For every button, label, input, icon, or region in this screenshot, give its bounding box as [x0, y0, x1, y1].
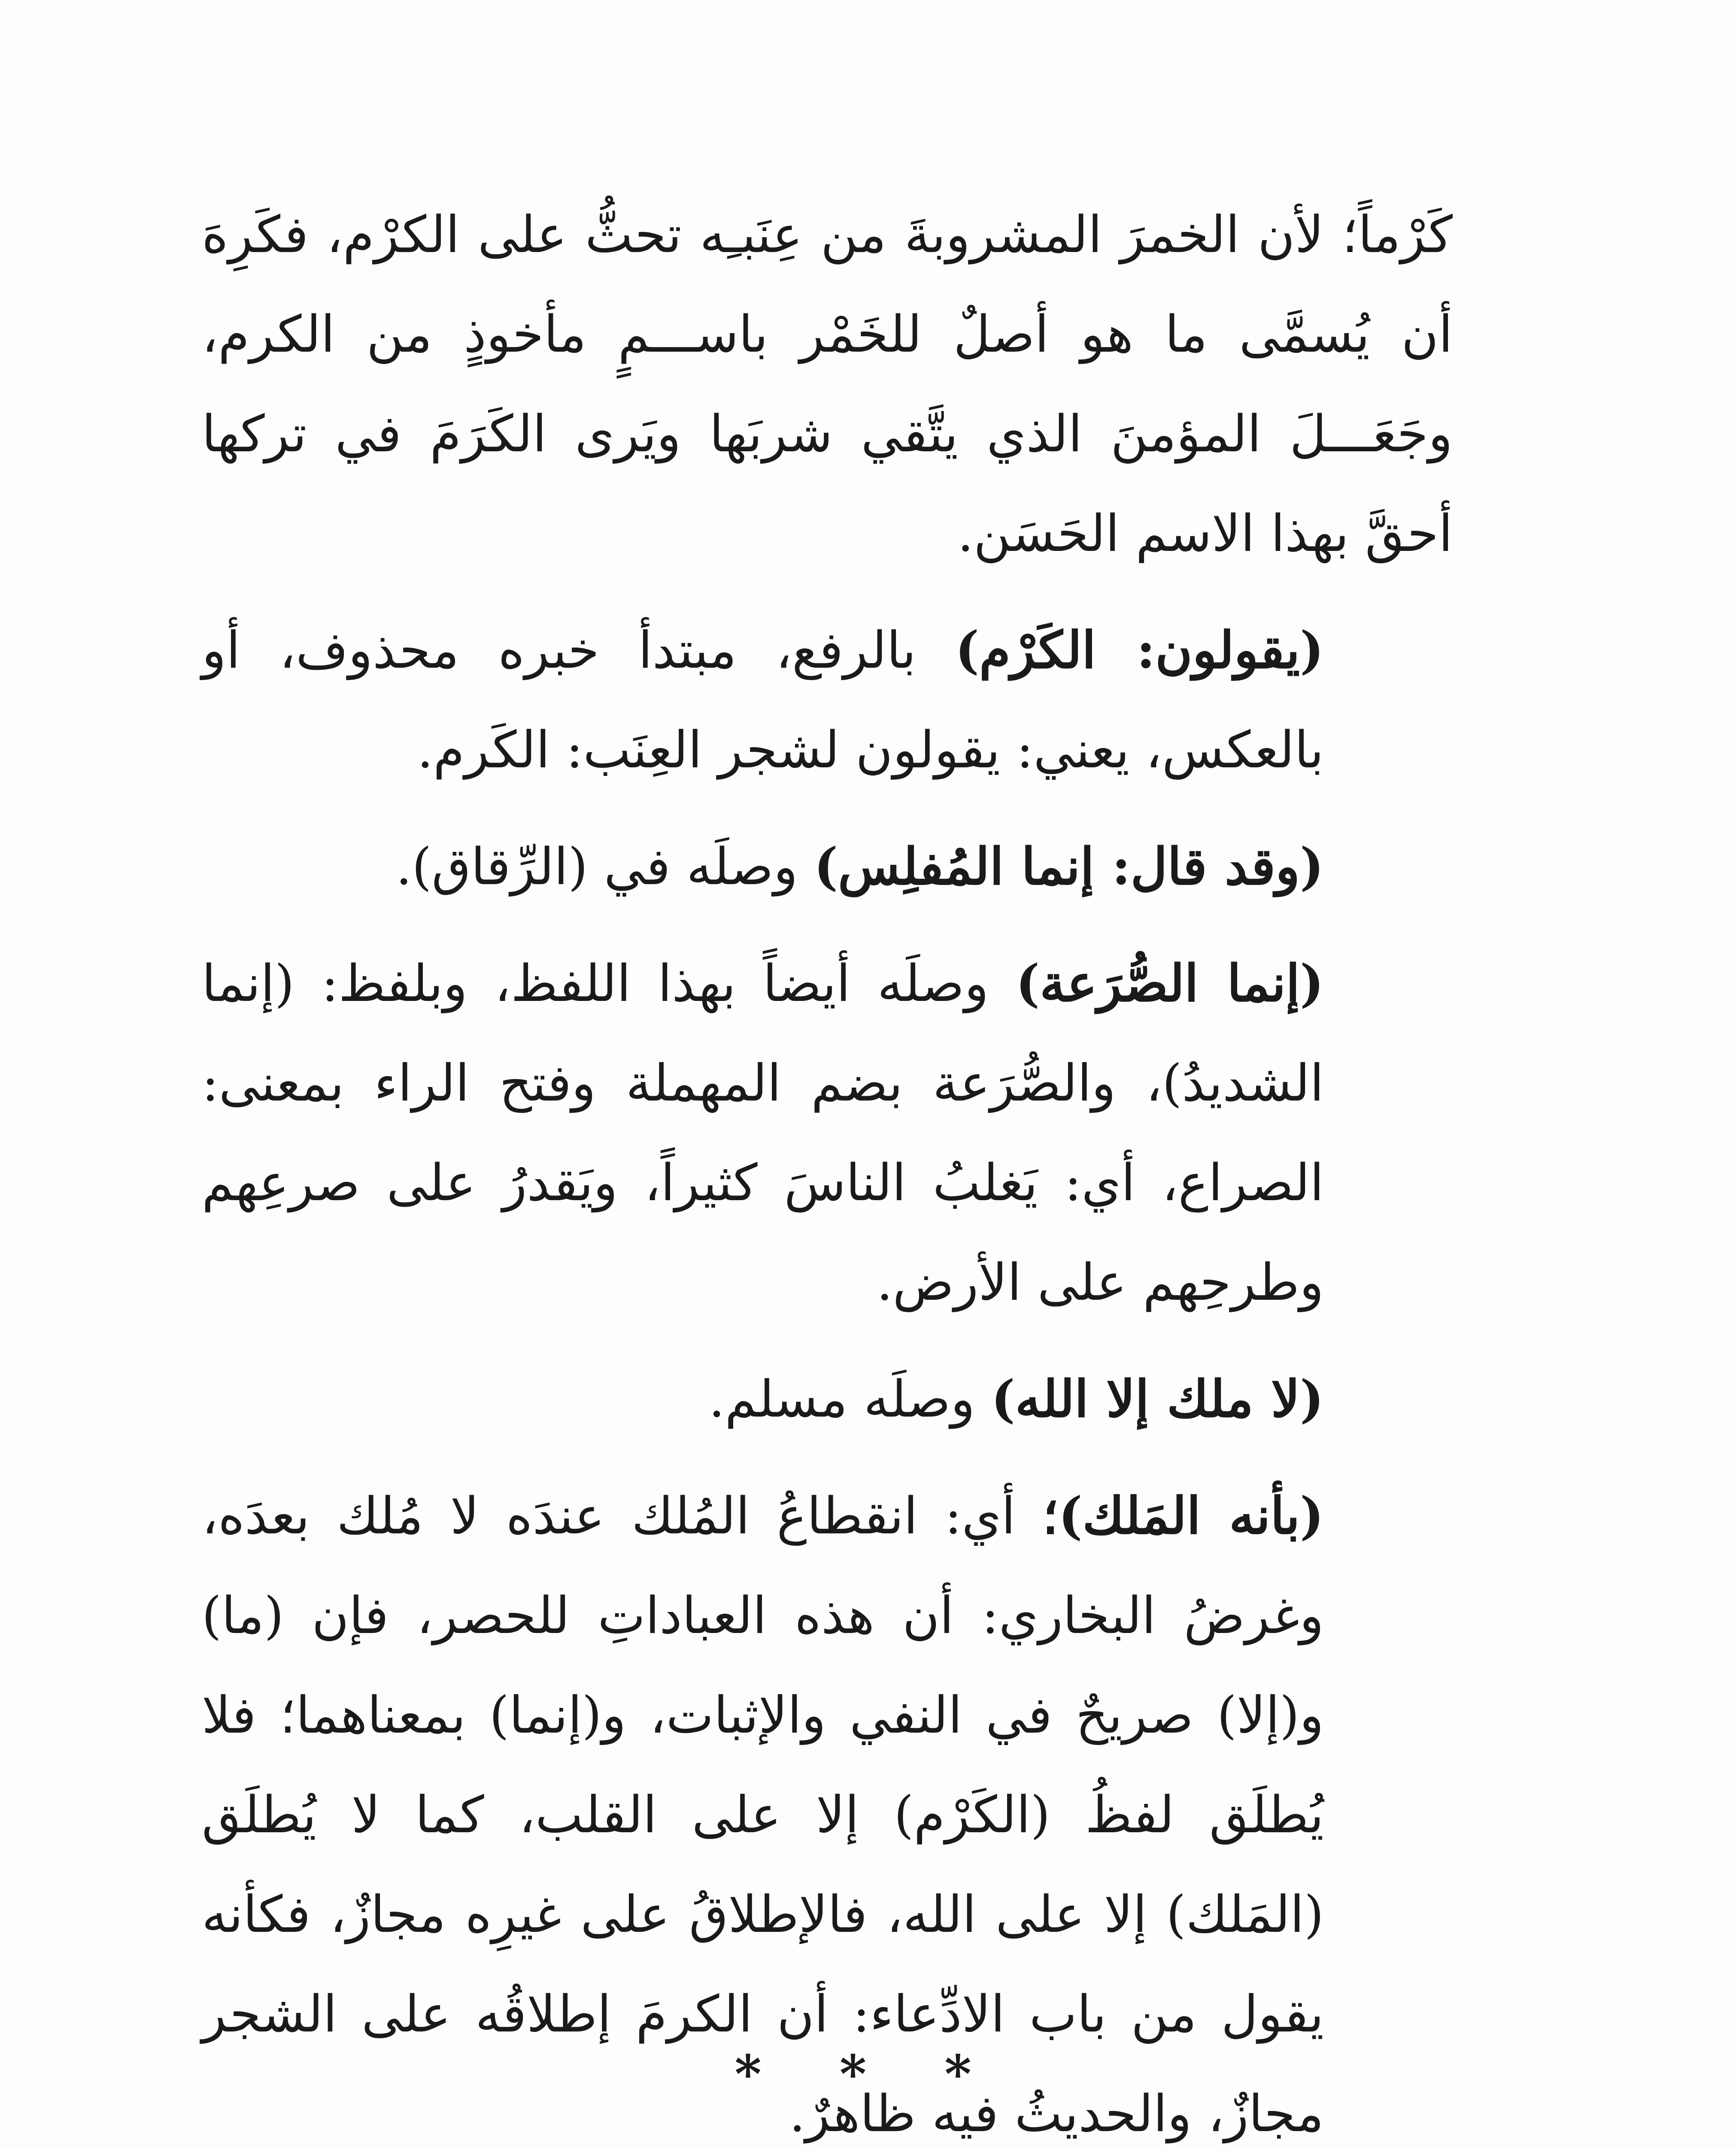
paragraph-4 [202, 934, 1453, 1332]
paragraph-1-text: كَرْماً؛ لأن الخمرَ المشروبةَ من عِنَبـِه تحثُّ على الكرْم، فكَرِهَ أن يُسمَّى ما هو أصلٌ للخَمْر باســـمٍ مأخوذٍ من الكرم، وجَعَـــلَ المؤمنَ الذي يتَّقي شربَها ويَرى الكَرَمَ في تركها أحقَّ بهذا الاسم الحَسَن. [202, 205, 1453, 563]
paragraph-5 [202, 1349, 1453, 1449]
section-separator: * * * [734, 2044, 1002, 2104]
paragraph-6-text: أي: انقطاعُ المُلك عندَه لا مُلك بعدَه، وغرضُ البخاري: أن هذه العباداتِ للحصر، فإن (ما) و(إلا) صريحٌ في النفي والإثبات، و(إنما) بمعناهما؛ فلا يُطلَق لفظُ (الكَرْم) إلا على القلب، كما لا يُطلَق (المَلك) إلا على الله، فالإطلاقُ على غيرِه مجازٌ، فكأنه يقول من باب الادِّعاء: أن الكرمَ إطلاقُه على الشجر مجازٌ، والحديثُ فيه ظاهرٌ. [202, 1486, 1324, 2143]
body-text [202, 185, 1453, 2147]
paragraph-4-text: وصلَه أيضاً بهذا اللفظ، وبلفظ: (إنما الشديدُ)، والصُّرَعة بضم المهملة وفتح الراء بمعنى: الصراع، أي: يَغلبُ الناسَ كثيراً، ويَقدرُ على صرعِهم وطرحِهم على الأرض. [202, 954, 1324, 1312]
paragraph-2-lead: (يقولون: الكَرْم) [955, 620, 1324, 680]
paragraph-1 [202, 185, 1453, 583]
paragraph-3-lead: (وقد قال: إنما المُفلِس) [814, 836, 1324, 896]
paragraph-6-lead: (بأنه المَلك)؛ [1042, 1486, 1324, 1545]
paragraph-3-text: وصلَه في (الرِّقاق). [396, 837, 814, 896]
paragraph-5-lead: (لا ملك إلا الله) [991, 1369, 1324, 1429]
paragraph-2-text: بالرفع، مبتدأ خبره محذوف، أو بالعكس، يعني: يقولون لشجر العِنَب: الكَرم. [202, 620, 1324, 779]
paragraph-2 [202, 600, 1453, 800]
paragraph-5-text: وصلَه مسلم. [708, 1369, 991, 1429]
paragraph-3 [202, 817, 1453, 916]
paragraph-4-lead: (إنما الصُّرَعة) [1016, 953, 1324, 1013]
